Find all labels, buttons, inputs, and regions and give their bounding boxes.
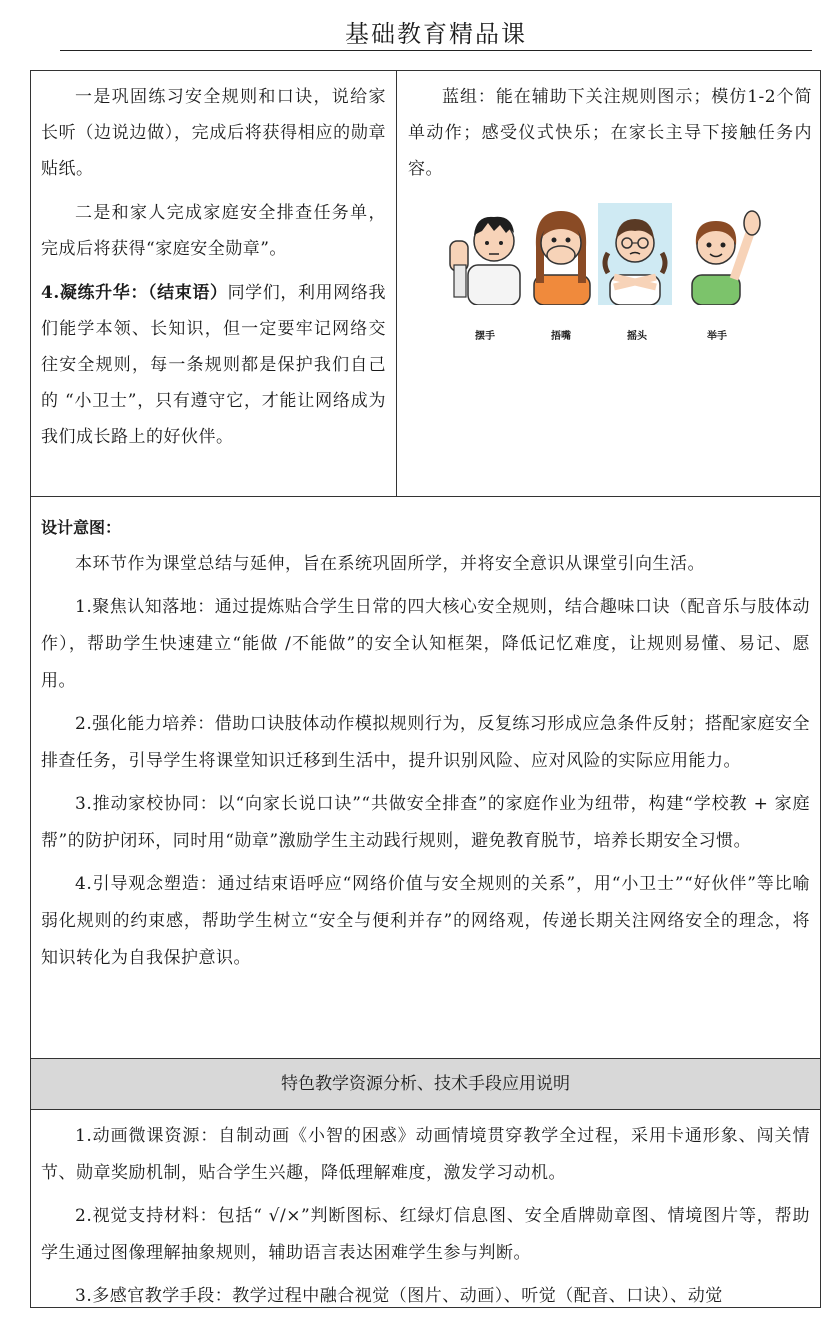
design-para-1: 1.聚焦认知落地：通过提炼贴合学生日常的四大核心安全规则，结合趣味口诀（配音乐与肢体动作），帮助学生快速建立“能做 /不能做”的安全认知框架，降低记忆难度，让规则易懂、易记、愿用。	[41, 597, 810, 691]
resources-para-1: 2.视觉支持材料：包括“ √/×”判断图标、红绿灯信息图、安全盾牌勋章图、情境图片等，帮助学生通过图像理解抽象规则，辅助语言表达困难学生参与判断。	[41, 1206, 810, 1263]
homework-para-2: 二是和家人完成家庭安全排查任务单，完成后将获得“家庭安全勋章”。	[41, 203, 386, 259]
design-para-3: 3.推动家校协同：以“向家长说口诀”“共做安全排查”的家庭作业为纽带，构建“学校教 + 家庭帮”的防护闭环，同时用“勋章”激励学生主动践行规则，避免教育脱节，培养长期安全习惯。	[41, 794, 810, 851]
closing-lead: 4.凝练升华：	[41, 283, 148, 303]
design-intent-section	[31, 496, 820, 1058]
closing-body: 同学们，利用网络我们能学本领、长知识，但一定要牢记网络交往安全规则，每一条规则都是保护我们自己的 “小卫士”，只有遵守它，才能让网络成为我们成长路上的好伙伴。	[41, 283, 387, 447]
caption-shake-head: 摇头	[627, 331, 647, 342]
closing-para	[41, 275, 386, 455]
design-para-4: 4.引导观念塑造：通过结束语呼应“网络价值与安全规则的关系”，用“小卫士”“好伙伴”等比喻弱化规则的约束感，帮助学生树立“安全与便利并存”的网络观，传递长期关注网络安全的理念，将知识转化为自我保护意识。	[41, 874, 810, 968]
girl-raise-hand-icon	[682, 203, 766, 305]
girl-crossed-arms-icon	[598, 203, 672, 305]
resources-section	[31, 1110, 820, 1308]
closing-lead-2: （结束语）	[147, 283, 228, 303]
header-rule	[60, 50, 812, 51]
teacher-activity-cell	[31, 71, 397, 496]
design-para-2: 2.强化能力培养：借助口诀肢体动作模拟规则行为，反复练习形成应急条件反射；搭配家庭安全排查任务，引导学生将课堂知识迁移到生活中，提升识别风险、应对风险的实际应用能力。	[41, 714, 810, 771]
blue-group-para: 蓝组：能在辅助下关注规则图示；模仿1-2个简单动作；感受仪式快乐；在家长主导下接触任务内容。	[408, 87, 812, 179]
caption-cover-mouth: 捂嘴	[551, 331, 571, 342]
resources-para-2: 3.多感官教学手段：教学过程中融合视觉（图片、动画）、听觉（配音、口诀）、动觉	[75, 1286, 723, 1306]
design-para-0: 本环节作为课堂总结与延伸，旨在系统巩固所学，并将安全意识从课堂引向生活。	[75, 554, 705, 574]
boy-stop-hand-icon	[446, 203, 524, 305]
resources-para-0: 1.动画微课资源：自制动画《小智的困惑》动画情境贯穿教学全过程，采用卡通形象、闯关情节、勋章奖励机制，贴合学生兴趣，降低理解难度，激发学习动机。	[41, 1126, 810, 1183]
girl-cover-mouth-icon	[528, 203, 594, 305]
lesson-table	[30, 70, 821, 1308]
page-title: 基础教育精品课	[345, 20, 527, 48]
student-activity-cell	[398, 71, 820, 496]
caption-wave: 摆手	[475, 331, 495, 342]
caption-raise-hand: 举手	[707, 331, 727, 342]
resources-heading: 特色教学资源分析、技术手段应用说明	[31, 1058, 820, 1110]
activity-row	[31, 71, 820, 497]
gesture-figures	[446, 203, 776, 342]
design-title: 设计意图：	[41, 518, 122, 537]
homework-para-1: 一是巩固练习安全规则和口诀，说给家长听（边说边做），完成后将获得相应的勋章贴纸。	[41, 87, 386, 179]
